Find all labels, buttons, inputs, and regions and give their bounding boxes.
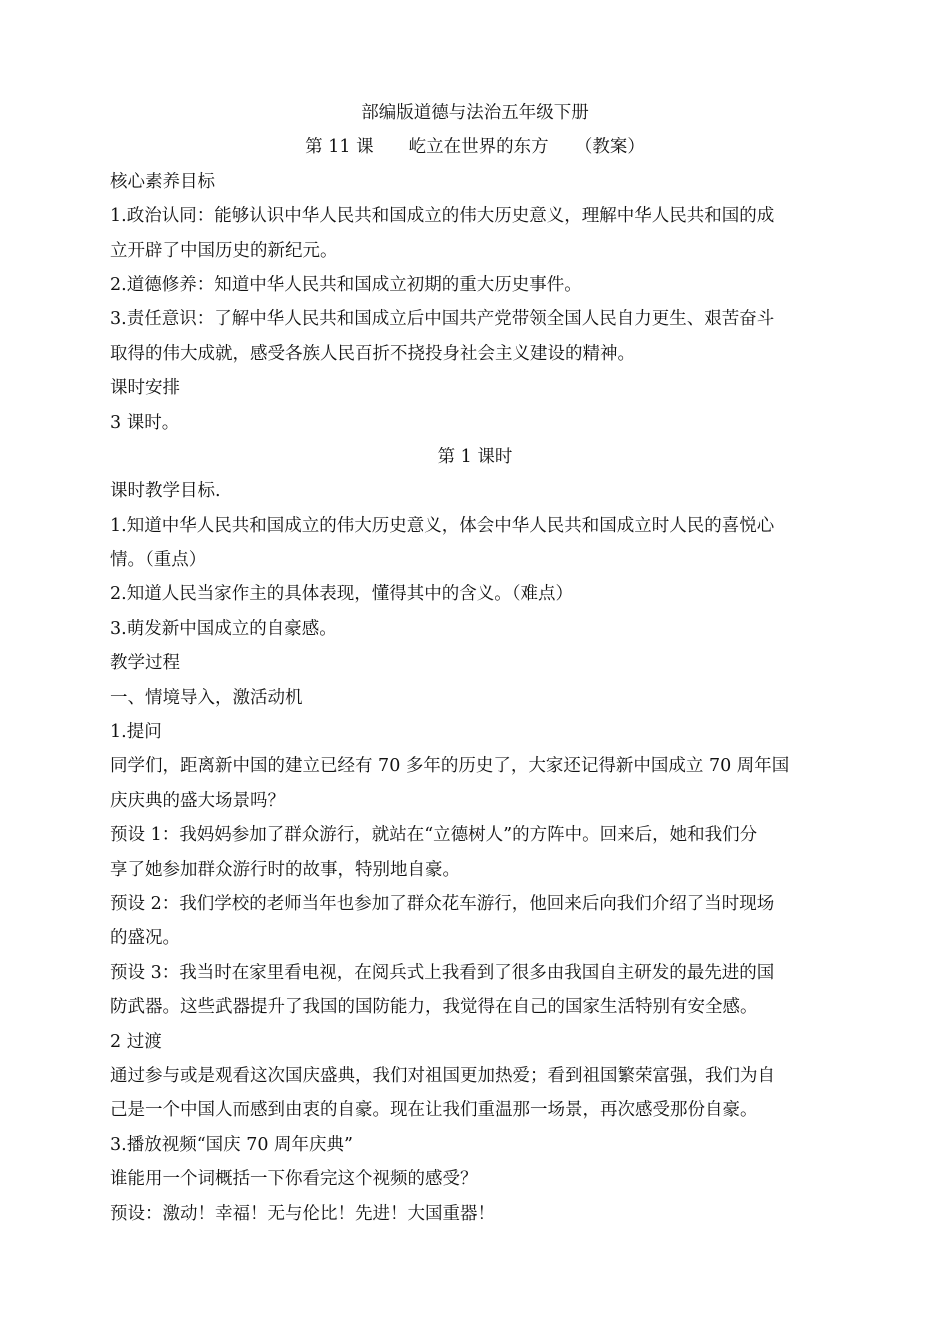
paragraph-line: 预设 2：我们学校的老师当年也参加了群众花车游行，他回来后向我们介绍了当时现场	[110, 893, 775, 914]
lesson-heading: 第 11 课 屹立在世界的东方 （教案）	[305, 137, 645, 158]
paragraph-line: 庆庆典的盛大场景吗？	[110, 790, 285, 811]
paragraph-line: 谁能用一个词概括一下你看完这个视频的感受？	[110, 1169, 478, 1190]
paragraph-line: 3.萌发新中国成立的自豪感。	[110, 618, 337, 639]
paragraph-line: 2.知道人民当家作主的具体表现，懂得其中的含义。（难点）	[110, 584, 573, 605]
section-heading: 第 1 课时	[437, 446, 513, 467]
heading-schedule: 课时安排	[110, 378, 180, 399]
paragraph-line: 己是一个中国人而感到由衷的自豪。现在让我们重温那一场景，再次感受那份自豪。	[110, 1100, 758, 1121]
paragraph-line: 情。（重点）	[110, 550, 207, 571]
paragraph-line: 1.政治认同：能够认识中华人民共和国成立的伟大历史意义，理解中华人民共和国的成	[110, 206, 775, 227]
document-title: 部编版道德与法治五年级下册	[361, 103, 589, 123]
document-body	[110, 96, 840, 1231]
paragraph-line: 的盛况。	[110, 928, 180, 949]
paragraph-line: 立开辟了中国历史的新纪元。	[110, 240, 338, 261]
heading-lesson-goals: 课时教学目标.	[110, 481, 221, 502]
paragraph-line: 3.播放视频“国庆 70 周年庆典”	[110, 1134, 353, 1155]
paragraph-line: 2 过渡	[110, 1031, 162, 1052]
paragraph-line: 2.道德修养：知道中华人民共和国成立初期的重大历史事件。	[110, 274, 582, 295]
paragraph-line: 预设 3：我当时在家里看电视，在阅兵式上我看到了很多由我国自主研发的最先进的国	[110, 962, 775, 983]
paragraph-line: 通过参与或是观看这次国庆盛典，我们对祖国更加热爱；看到祖国繁荣富强，我们为自	[110, 1065, 775, 1086]
paragraph-line: 防武器。这些武器提升了我国的国防能力，我觉得在自己的国家生活特别有安全感。	[110, 997, 758, 1018]
paragraph-line: 预设：激动！幸福！无与伦比！先进！大国重器！	[110, 1203, 495, 1224]
heading-core-goals: 核心素养目标	[110, 171, 215, 192]
paragraph-line: 同学们，距离新中国的建立已经有 70 多年的历史了，大家还记得新中国成立 70 周年国	[110, 756, 790, 777]
paragraph-line: 取得的伟大成就，感受各族人民百折不挠投身社会主义建设的精神。	[110, 343, 635, 364]
heading-step-1: 一、情境导入，激活动机	[110, 687, 303, 708]
paragraph-line: 预设 1：我妈妈参加了群众游行，就站在“立德树人”的方阵中。回来后，她和我们分	[110, 825, 758, 846]
paragraph-line: 3 课时。	[110, 412, 180, 433]
paragraph-line: 1.提问	[110, 722, 162, 743]
paragraph-line: 3.责任意识：了解中华人民共和国成立后中国共产党带领全国人民自力更生、艰苦奋斗	[110, 309, 775, 330]
paragraph-line: 1.知道中华人民共和国成立的伟大历史意义，体会中华人民共和国成立时人民的喜悦心	[110, 515, 775, 536]
paragraph-line: 享了她参加群众游行时的故事，特别地自豪。	[110, 859, 460, 880]
heading-process: 教学过程	[110, 653, 180, 674]
